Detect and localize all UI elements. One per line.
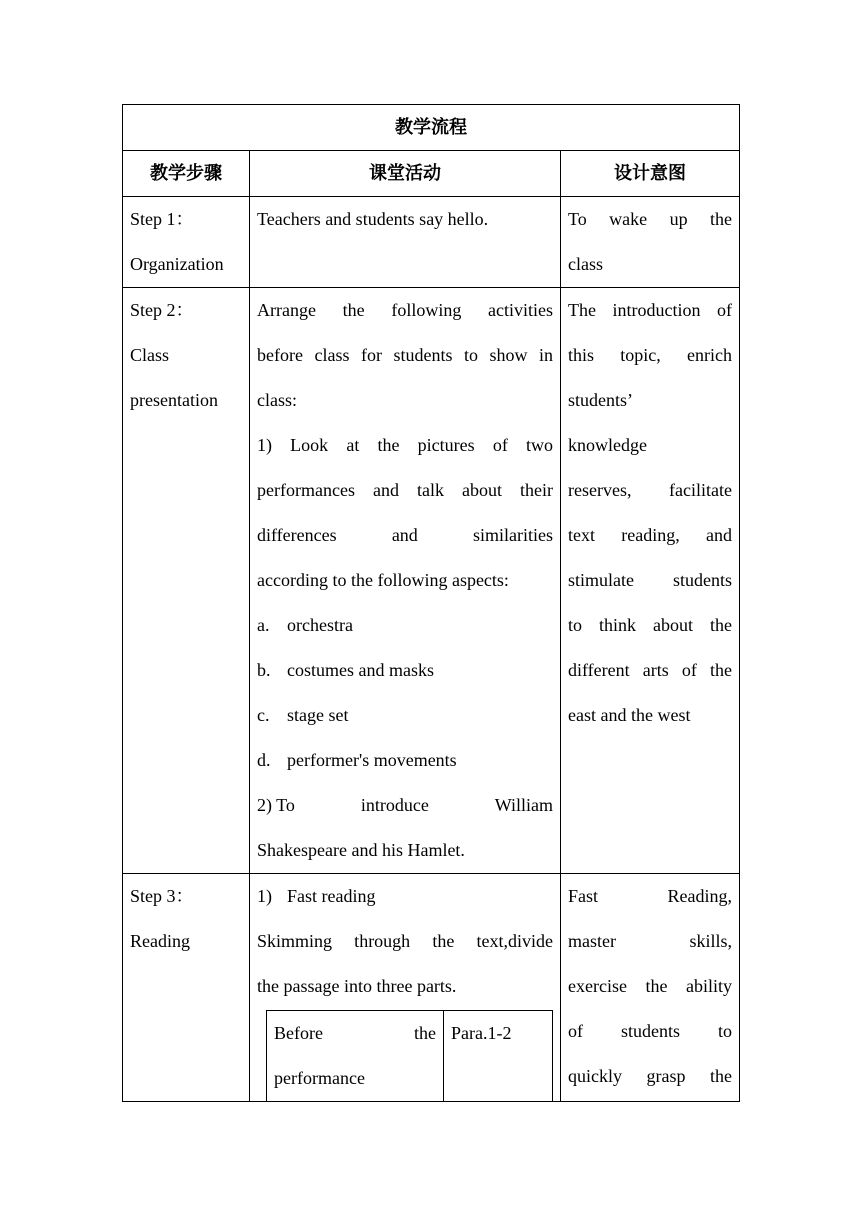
intent-line: different arts of the <box>568 660 732 680</box>
list-marker: a. <box>257 615 270 635</box>
activity-word: William <box>494 795 553 815</box>
list-marker: 1) <box>257 886 272 906</box>
step-line: Step 3： <box>130 886 194 906</box>
list-text: performer's movements <box>287 750 457 770</box>
intent-line: text reading, and <box>568 525 732 545</box>
list-item <box>257 738 553 783</box>
part-line: performance <box>274 1068 365 1088</box>
step-cell <box>123 288 250 874</box>
intent-cell <box>561 197 740 288</box>
intent-line: Fast Reading, <box>568 886 732 906</box>
activity-line: Arrange the following activities <box>257 300 553 320</box>
part-line: Before the <box>274 1023 436 1043</box>
list-item <box>257 693 553 738</box>
activity-line <box>257 783 553 828</box>
step-line: presentation <box>130 390 218 410</box>
table-row <box>123 874 740 1102</box>
activity-line: before class for students to show in <box>257 345 553 365</box>
activity-line: performances and talk about their <box>257 480 553 500</box>
list-marker: c. <box>257 705 270 725</box>
activity-cell <box>250 197 561 288</box>
intent-line: reserves, facilitate <box>568 480 732 500</box>
intent-line: stimulate students <box>568 570 732 590</box>
header-activity: 课堂活动 <box>250 151 561 197</box>
paras-cell: Para.1-2 <box>444 1011 553 1102</box>
intent-line: master skills, <box>568 931 732 951</box>
activity-line: the passage into three parts. <box>257 976 457 996</box>
list-text: orchestra <box>287 615 353 635</box>
list-marker: b. <box>257 660 271 680</box>
list-text: Fast reading <box>287 886 376 906</box>
activity-line: Shakespeare and his Hamlet. <box>257 840 465 860</box>
intent-line: quickly grasp the <box>568 1066 732 1086</box>
table-title-row <box>123 105 740 151</box>
intent-line: this topic, enrich <box>568 345 732 365</box>
activity-line: Skimming through the text,divide <box>257 931 553 951</box>
intent-line: exercise the ability <box>568 976 732 996</box>
intent-line: east and the west <box>568 705 691 725</box>
intent-line: students’ <box>568 390 633 410</box>
activity-word: 2) To <box>257 795 295 815</box>
intent-line: To wake up the <box>568 209 732 229</box>
list-marker: d. <box>257 750 271 770</box>
activity-cell <box>250 874 561 1102</box>
table-row <box>123 288 740 874</box>
table-title: 教学流程 <box>123 105 740 151</box>
list-item <box>257 648 553 693</box>
step-line: Reading <box>130 931 190 951</box>
list-item <box>257 603 553 648</box>
step-cell <box>123 874 250 1102</box>
activity-cell <box>250 288 561 874</box>
part-cell <box>267 1011 444 1102</box>
teaching-process-table <box>122 104 740 1102</box>
intent-line: knowledge <box>568 435 647 455</box>
header-step: 教学步骤 <box>123 151 250 197</box>
activity-word: introduce <box>360 795 429 815</box>
intent-cell <box>561 874 740 1102</box>
intent-line: to think about the <box>568 615 732 635</box>
table-row <box>267 1011 553 1102</box>
intent-cell <box>561 288 740 874</box>
intent-line: class <box>568 254 603 274</box>
intent-line: The introduction of <box>568 300 732 320</box>
step-line: Step 2： <box>130 300 194 320</box>
table-header-row <box>123 151 740 197</box>
step-line: Class <box>130 345 170 365</box>
activity-line: Teachers and students say hello. <box>257 209 489 229</box>
step-line: Step 1： <box>130 209 194 229</box>
list-text: costumes and masks <box>287 660 434 680</box>
activity-line: 1) Look at the pictures of two <box>257 435 553 455</box>
list-item <box>257 874 553 919</box>
intent-line: of students to <box>568 1021 732 1041</box>
activity-line: class: <box>257 390 297 410</box>
parts-table <box>266 1010 553 1101</box>
step-cell <box>123 197 250 288</box>
activity-line: differences and similarities <box>257 525 553 545</box>
step-line: Organization <box>130 254 224 274</box>
activity-line: according to the following aspects: <box>257 570 509 590</box>
table-row <box>123 197 740 288</box>
header-intent: 设计意图 <box>561 151 740 197</box>
list-text: stage set <box>287 705 349 725</box>
